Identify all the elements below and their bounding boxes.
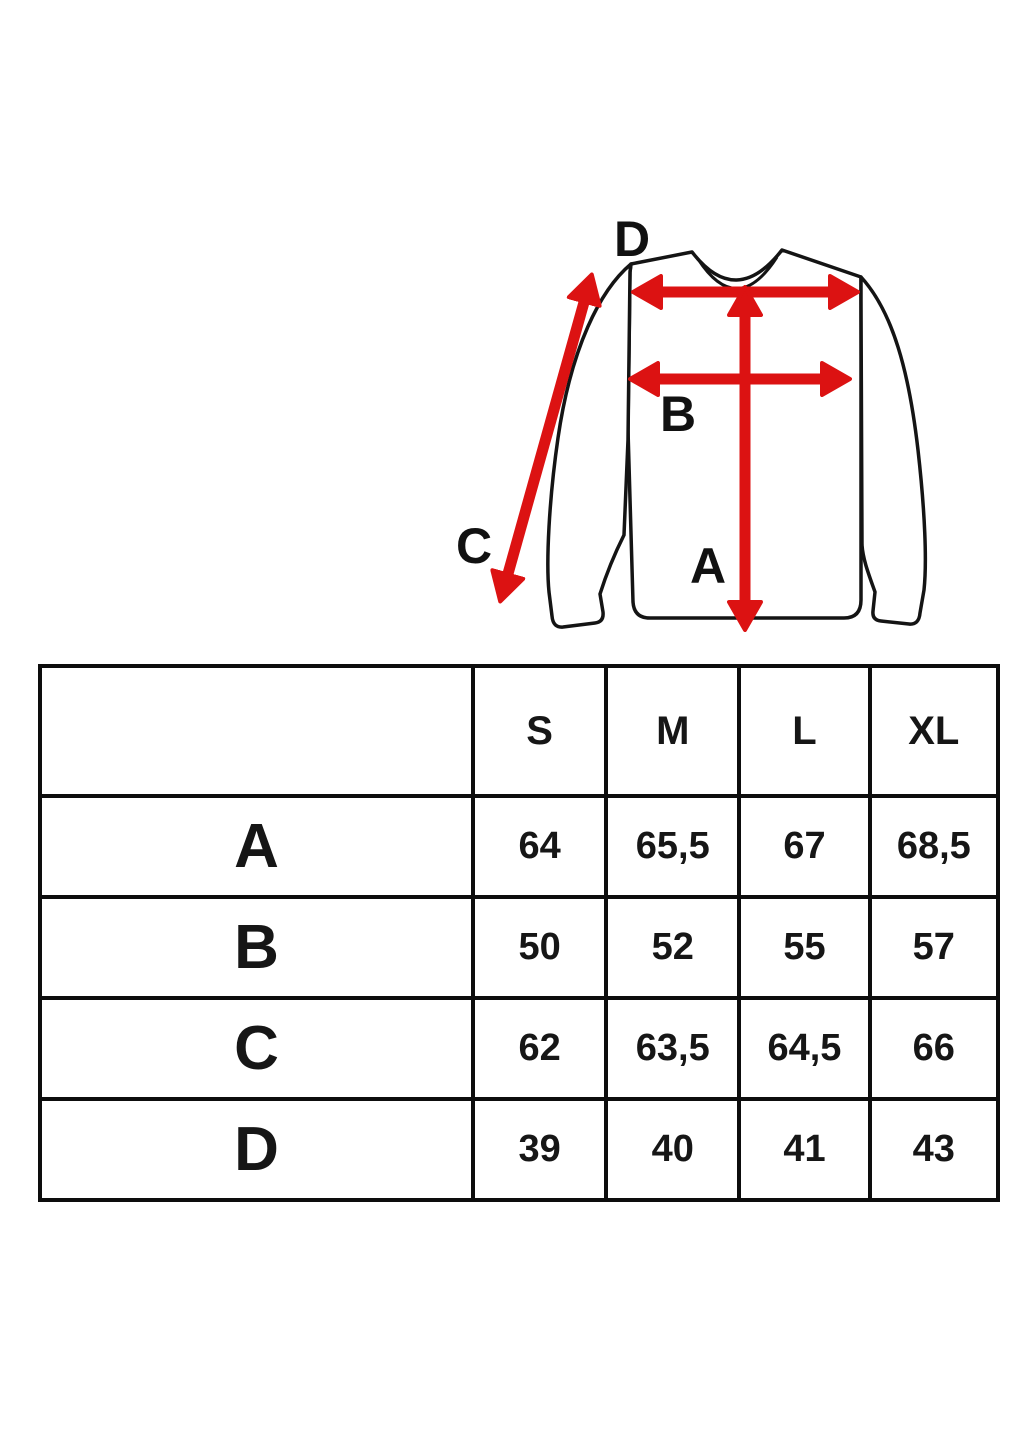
table-row-d [40,1099,998,1200]
measure-label-d: D [613,211,651,267]
measurement-cell: 43 [870,1099,998,1200]
sweater-measurement-diagram [0,0,1035,660]
column-header-m: M [606,666,739,796]
column-header-s: S [473,666,606,796]
row-label-a: A [40,796,473,897]
measure-label-c: C [455,518,493,574]
measurement-cell: 67 [739,796,869,897]
measurement-cell: 57 [870,897,998,998]
corner-cell [40,666,473,796]
measurement-cell: 64 [473,796,606,897]
measurement-cell: 65,5 [606,796,739,897]
measurement-cell: 64,5 [739,998,869,1099]
measurement-cell: 68,5 [870,796,998,897]
row-label-d: D [40,1099,473,1200]
column-header-l: L [739,666,869,796]
measurement-cell: 63,5 [606,998,739,1099]
measurement-cell: 55 [739,897,869,998]
measurement-cell: 62 [473,998,606,1099]
table-row-a [40,796,998,897]
table-row-b [40,897,998,998]
row-label-b: B [40,897,473,998]
measure-label-b: B [659,386,697,442]
measurement-cell: 66 [870,998,998,1099]
sweater-right-sleeve [861,277,925,624]
table-row-c [40,998,998,1099]
column-header-xl: XL [870,666,998,796]
size-table-header-row [40,666,998,796]
size-table [38,664,1000,1202]
measurement-cell: 40 [606,1099,739,1200]
measurement-cell: 41 [739,1099,869,1200]
measurement-cell: 52 [606,897,739,998]
measure-label-a: A [689,538,727,594]
row-label-c: C [40,998,473,1099]
measurement-cell: 39 [473,1099,606,1200]
measurement-cell: 50 [473,897,606,998]
sweater-left-sleeve [548,264,631,627]
